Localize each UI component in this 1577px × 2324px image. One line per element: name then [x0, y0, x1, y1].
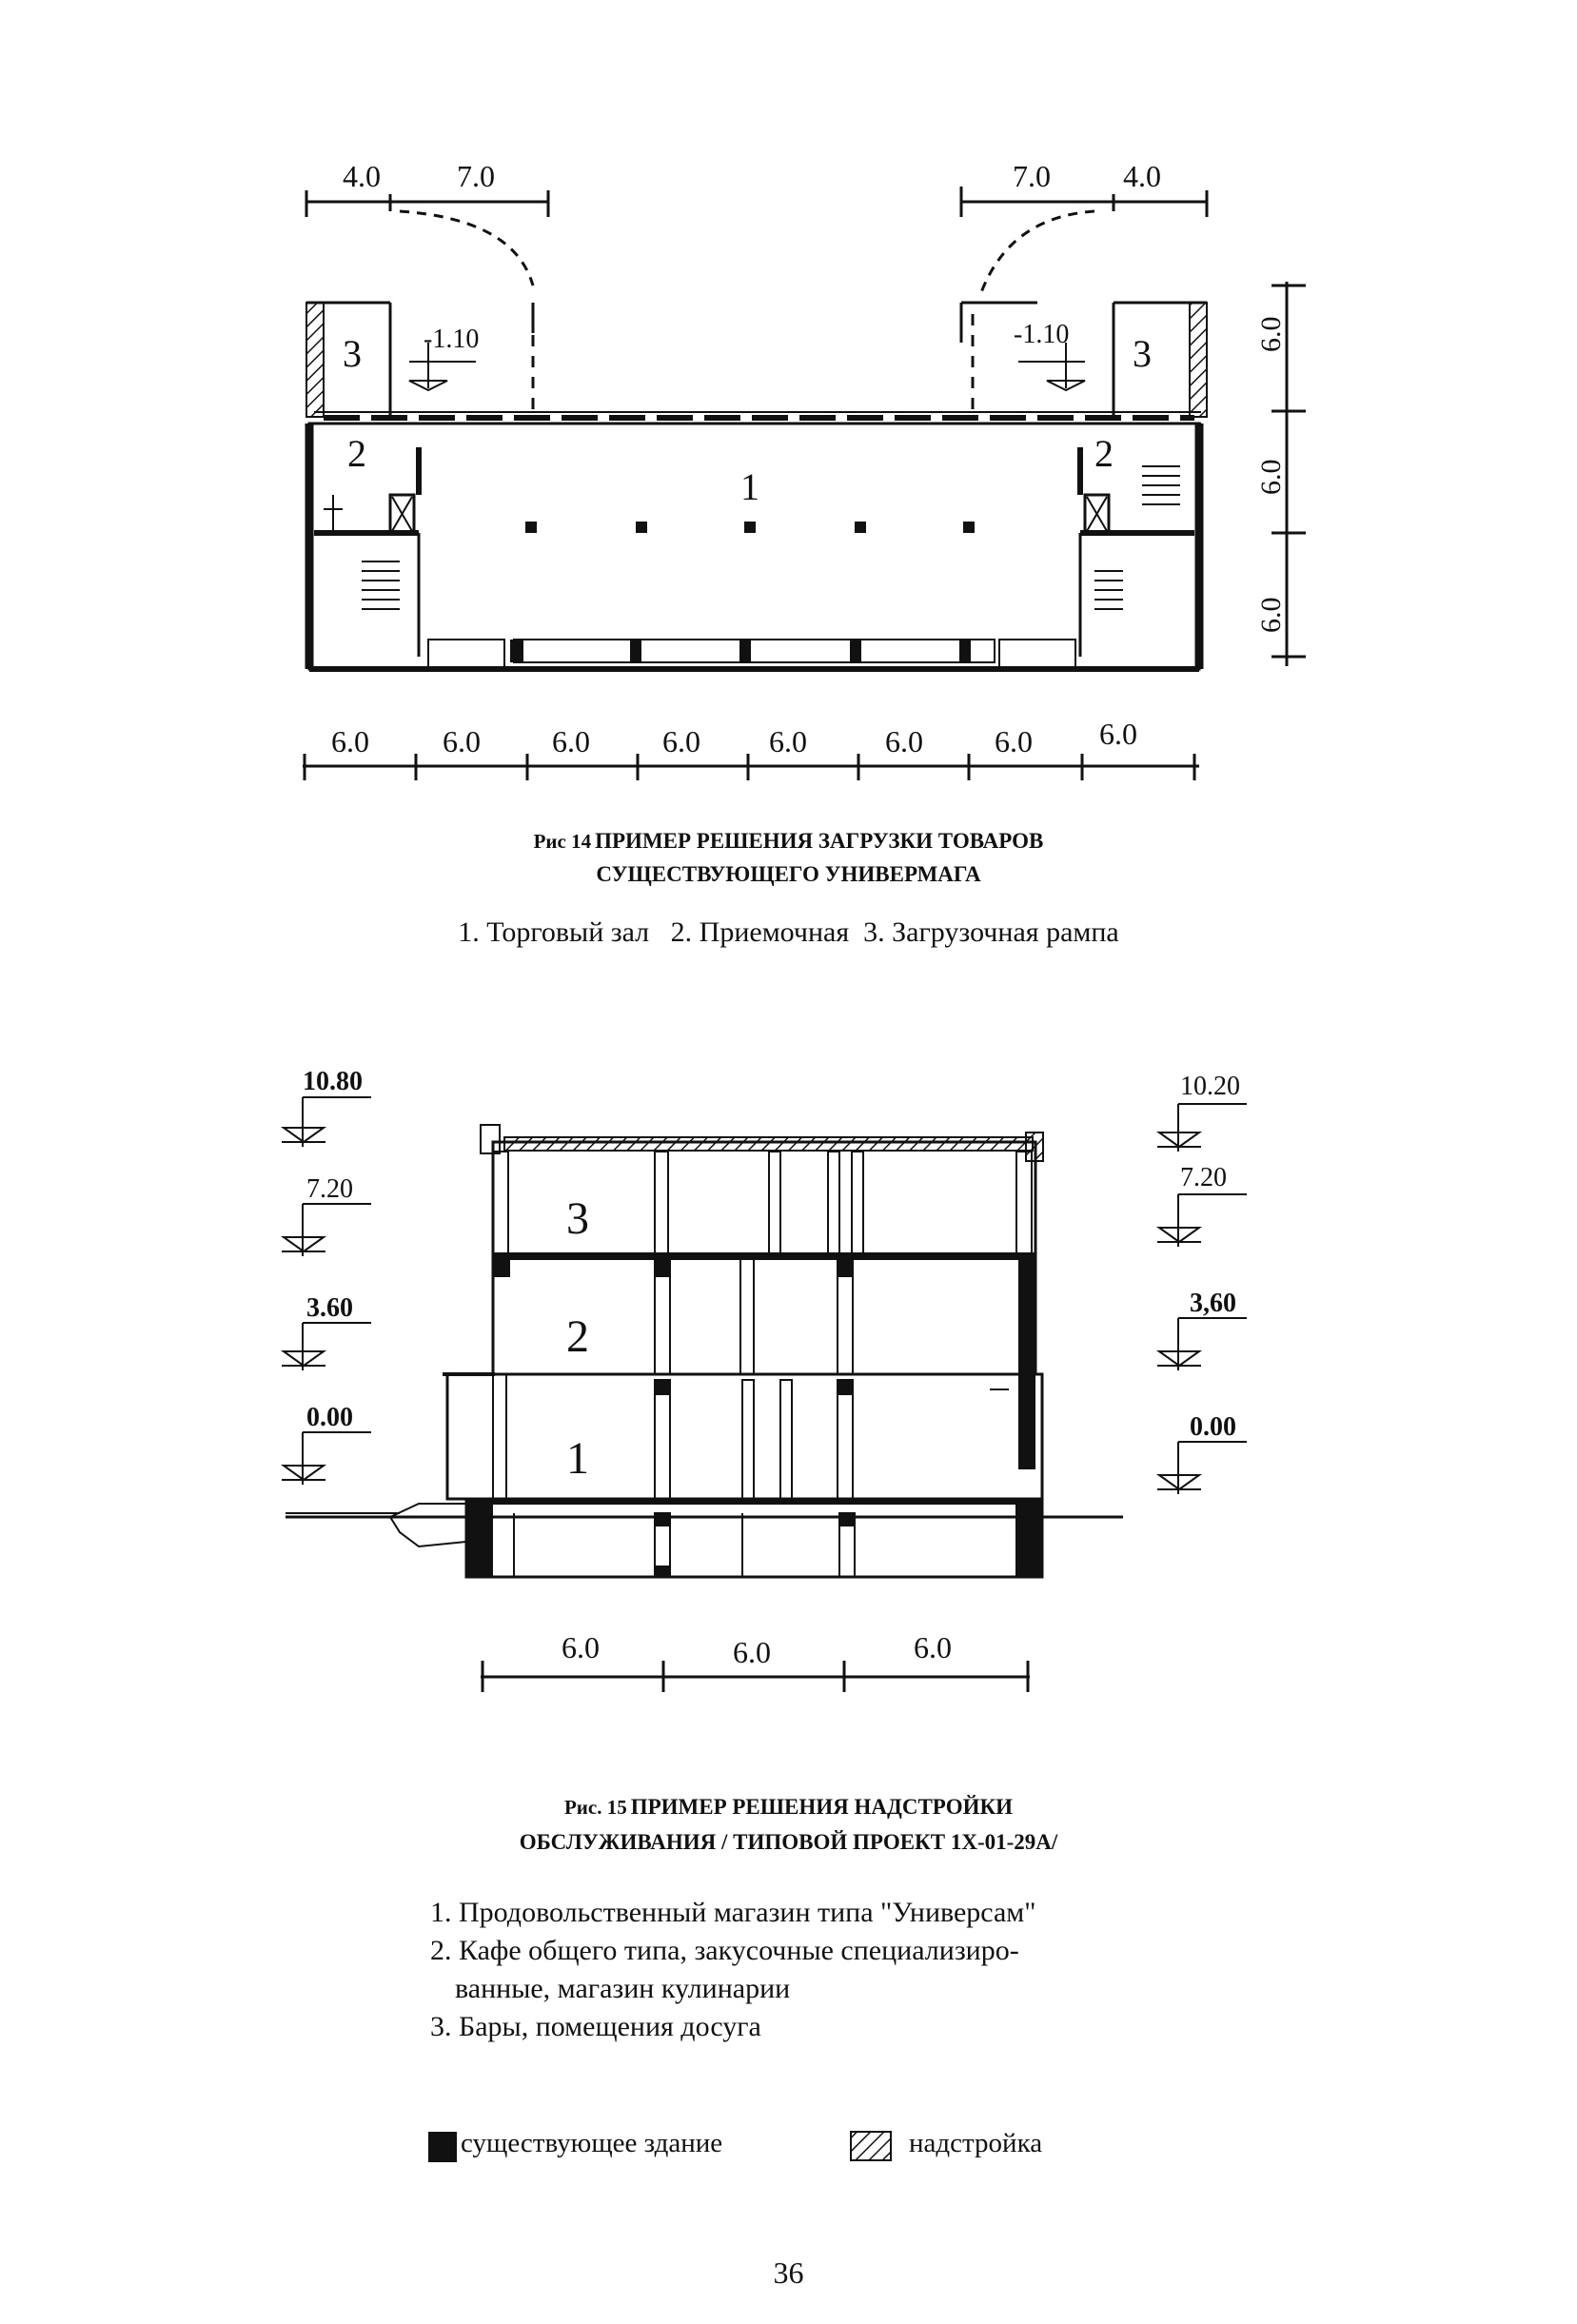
fig14-dim-top-left-2: 7.0 [457, 159, 495, 193]
fig14-glazed-wall [314, 412, 1201, 423]
fig15-level-right-3: 3,60 [1190, 1289, 1236, 1318]
fig15-dim-bottom-1: 6.0 [562, 1630, 600, 1664]
fig15-floor-1 [443, 1374, 1042, 1499]
fig14-top-dim-left [306, 190, 548, 217]
fig15-level-left-3: 3.60 [306, 1293, 353, 1323]
fig15-floor-label-1: 1 [566, 1433, 589, 1484]
fig14-dim-bottom-4: 6.0 [662, 724, 700, 758]
fig14-elev-right: -1.10 [1014, 320, 1070, 349]
fig15-caption-label: Рис. 15 [563, 1796, 627, 1819]
fig14-ramp-right [1190, 303, 1207, 417]
page-number: 36 [773, 2255, 804, 2290]
fig14-service-block-left [314, 447, 419, 657]
fig14-dim-bottom-8: 6.0 [1099, 717, 1137, 751]
fig15-level-right-4: 0.00 [1190, 1412, 1236, 1442]
fig15-caption-line2: ОБСЛУЖИВАНИЯ / ТИПОВОЙ ПРОЕКТ 1Х-01-29А/ [519, 1830, 1058, 1854]
fig14-main-hall-outline [309, 423, 1199, 669]
fig15-caption [0, 1791, 1577, 1859]
fig14-bottom-dim [303, 754, 1199, 780]
addition-label: надстройка [909, 2128, 1043, 2158]
fig14-columns [525, 522, 975, 533]
fig14-dim-top-right-2: 4.0 [1123, 159, 1161, 193]
fig15-level-right-2: 7.20 [1180, 1163, 1227, 1192]
fig15-dim-bottom-2: 6.0 [733, 1635, 771, 1669]
fig15-section [282, 1097, 1247, 1692]
fig15-level-left-2: 7.20 [306, 1174, 353, 1204]
fig15-floor-3 [481, 1125, 1043, 1256]
fig14-dim-bottom-1: 6.0 [331, 724, 369, 758]
fig14-dim-right-3: 6.0 [1255, 597, 1287, 633]
fig14-legend: 1. Торговый зал 2. Приемочная 3. Загрузочная рампа [458, 916, 1119, 948]
fig14-dim-top-left-1: 4.0 [343, 159, 381, 193]
fig14-rear-glazing [428, 640, 1075, 669]
fig15-caption-line1: ПРИМЕР РЕШЕНИЯ НАДСТРОЙКИ [630, 1795, 1014, 1819]
fig15-level-right-1: 10.20 [1180, 1072, 1240, 1101]
existing-building-label: существующее здание [461, 2128, 723, 2158]
fig14-service-block-right [1080, 447, 1194, 657]
fig15-dim-bottom-3: 6.0 [914, 1630, 952, 1664]
fig14-dim-bottom-3: 6.0 [552, 724, 590, 758]
fig14-elev-left: -1.10 [424, 325, 480, 354]
fig14-room-1: 1 [740, 465, 759, 508]
existing-building-swatch [428, 2132, 457, 2162]
fig14-dim-bottom-6: 6.0 [885, 724, 923, 758]
fig14-door-swing-right [980, 211, 1094, 295]
fig14-caption [0, 826, 1577, 890]
fig14-caption-label: Рис 14 [533, 830, 592, 853]
fig15-legend-item-2b: ванные, магазин кулинарии [455, 1973, 791, 2004]
fig14-caption-line2: СУЩЕСТВУЮЩЕГО УНИВЕРМАГА [596, 862, 981, 886]
fig14-room-2-right: 2 [1094, 432, 1114, 475]
fig14-dim-right-1: 6.0 [1255, 316, 1287, 352]
fig15-floor-label-3: 3 [566, 1193, 589, 1244]
fig15-level-left-4: 0.00 [306, 1403, 353, 1432]
fig14-dim-bottom-5: 6.0 [769, 724, 807, 758]
fig15-basement [466, 1499, 1042, 1577]
fig14-dim-bottom-7: 6.0 [995, 724, 1033, 758]
fig15-labels [303, 1067, 1240, 1669]
fig14-top-dim-right [961, 187, 1207, 217]
fig14-plan [306, 187, 1207, 669]
fig14-door-swing-left [400, 211, 533, 286]
fig15-legend-item-2: 2. Кафе общего типа, закусочные специализиро- [430, 1935, 1019, 1966]
fig14-dim-bottom-2: 6.0 [443, 724, 481, 758]
fig15-legend-item-3: 3. Бары, помещения досуга [430, 2011, 761, 2042]
fig15-legend-item-1: 1. Продовольственный магазин типа "Универсам" [430, 1897, 1036, 1928]
addition-swatch [851, 2132, 891, 2160]
fig14-ramp-left [306, 303, 324, 417]
fig14-elev-marker-right [1018, 343, 1085, 390]
fig14-room-2-left: 2 [347, 432, 366, 475]
fig15-floor-label-2: 2 [566, 1311, 589, 1362]
fig14-caption-line1: ПРИМЕР РЕШЕНИЯ ЗАГРУЗКИ ТОВАРОВ [595, 829, 1044, 853]
fig15-legend [430, 1894, 1036, 2046]
fig14-dim-top-right-1: 7.0 [1013, 159, 1051, 193]
fig15-level-left-1: 10.80 [303, 1067, 363, 1096]
fig14-room-3-right: 3 [1133, 332, 1152, 375]
fig14-room-3-left: 3 [343, 332, 362, 375]
fig14-dim-right-2: 6.0 [1255, 459, 1287, 495]
